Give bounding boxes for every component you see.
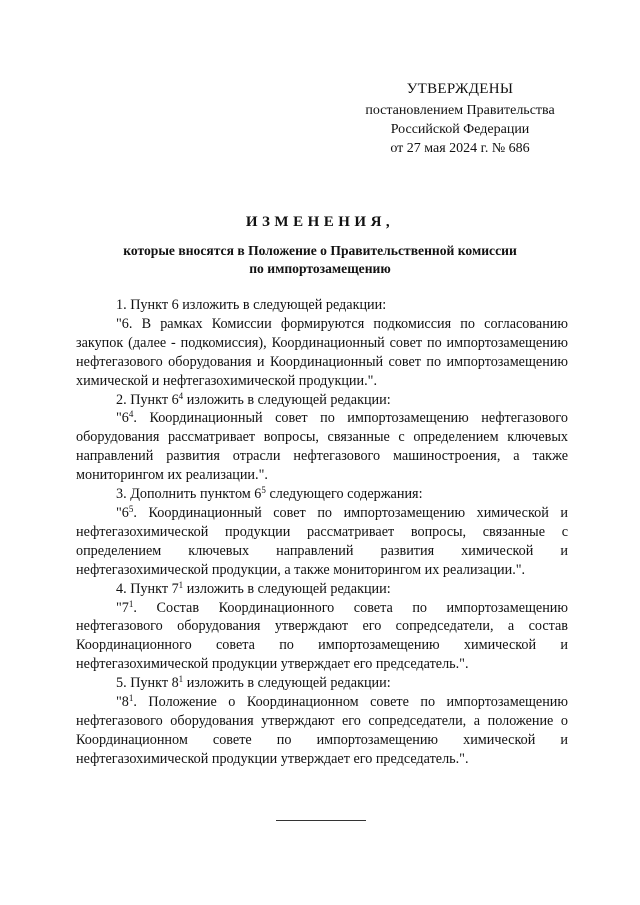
approval-stamp bbox=[330, 80, 590, 158]
approval-line-2: Российской Федерации bbox=[390, 122, 530, 137]
approval-line-3: от 27 мая 2024 г. № 686 bbox=[390, 141, 530, 156]
item-5-text: "$8^1$. Положение о Координационном совете по импортозамещению нефтегазового оборудования утверждают его сопредседатели, а положение о Координационном совете по импортозамещению химической и нефтегазохимической продукции утверждает его председатель.". bbox=[76, 693, 568, 767]
item-3-intro: 3. Дополнить пунктом $6^5$ следующего содержания: bbox=[116, 485, 423, 503]
item-5-intro: 5. Пункт $8^1$ изложить в следующей редакции: bbox=[116, 674, 391, 692]
item-3-text: "$6^5$. Координационный совет по импортозамещению химической и нефтегазохимической продукции рассматривает вопросы, связанные с определением ключевых направлений развития химической и нефтегазохимической продукции, а также мониторингом их реализации.". bbox=[76, 503, 568, 578]
document-subtitle bbox=[90, 242, 550, 278]
document-title: ИЗМЕНЕНИЯ, bbox=[245, 214, 395, 230]
item-2-text: "$6^4$. Координационный совет по импортозамещению нефтегазового оборудования рассматривает вопросы, связанные с определением ключевых направлений развития отрасли нефтегазового машиностроения, а также мониторингом их реализации.". bbox=[76, 409, 568, 484]
item-1-intro: 1. Пункт 6 изложить в следующей редакции: bbox=[116, 297, 387, 313]
document-body bbox=[76, 296, 568, 769]
item-1-text: "6. В рамках Комиссии формируются подкомиссия по согласованию закупок (далее - подкомиссия), Координационный совет по импортозамещению нефтегазового оборудования и Координационный совет по импортозамещению химической и нефтегазохимической продукции.". bbox=[76, 315, 568, 389]
item-4-text: "$7^1$. Состав Координационного совета по импортозамещению нефтегазового оборудования утверждают его сопредседатели, а состав Координационного совета по импортозамещению химической и нефтегазохимической продукции утверждает его председатель.". bbox=[76, 598, 568, 673]
document-subtitle-line-2: по импортозамещению bbox=[249, 261, 391, 276]
approval-title: УТВЕРЖДЕНЫ bbox=[406, 81, 514, 97]
item-2-intro: 2. Пункт $6^4$ изложить в следующей редакции: bbox=[116, 390, 391, 408]
document-subtitle-line-1: которые вносятся в Положение о Правительственной комиссии bbox=[123, 243, 517, 258]
separator-line bbox=[276, 820, 366, 821]
item-4-intro: 4. Пункт $7^1$ изложить в следующей редакции: bbox=[116, 579, 391, 597]
approval-line-1: постановлением Правительства bbox=[365, 103, 555, 118]
